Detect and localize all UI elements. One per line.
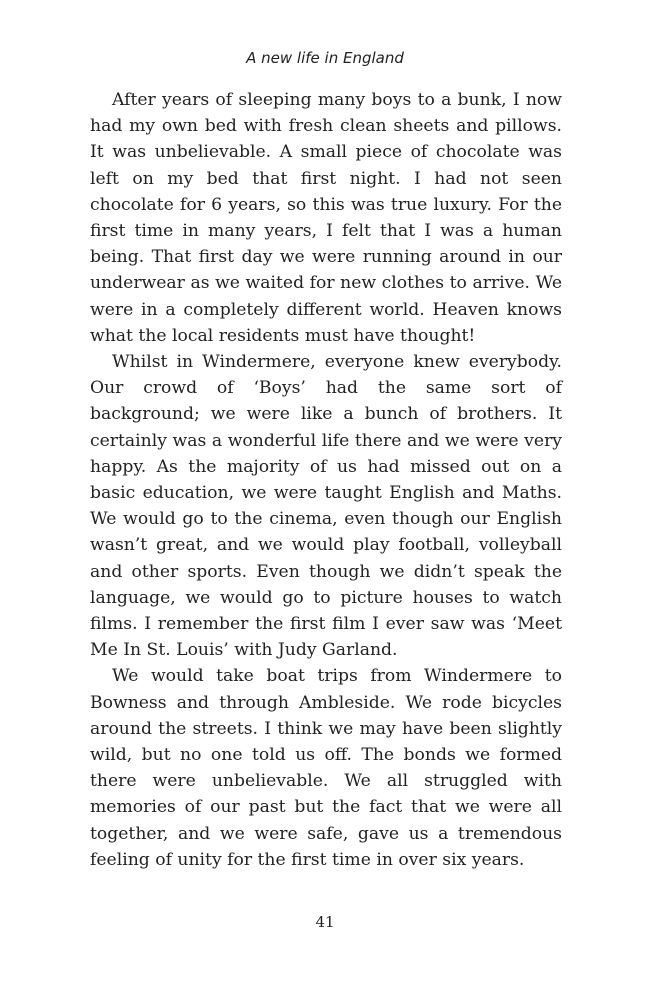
running-head: A new life in England	[246, 49, 404, 67]
paragraph-3: We would take boat trips from Windermere to Bowness and through Ambleside. We rode bicycles around the streets. I think we may have been slightly wild, but no one told us off. The bonds we formed there were unbelievable. We all struggled with memories of our past but the fact that we were all together, and we were safe, gave us a tremendous feeling of unity for the first time in over six years.	[90, 666, 562, 870]
page-number: 41	[315, 913, 335, 931]
paragraph-1: After years of sleeping many boys to a bunk, I now had my own bed with fresh clean sheets and pillows. It was unbelievable. A small piece of chocolate was left on my bed that first night. I had not seen chocolate for 6 years, so this was true luxury. For the first time in many years, I felt that I was a human being. That first day we were running around in our underwear as we waited for new clothes to arrive. We were in a completely different world. Heaven knows what the local residents must have thought!	[90, 90, 562, 346]
body-text	[90, 87, 562, 873]
paragraph-2: Whilst in Windermere, everyone knew everybody. Our crowd of ‘Boys’ had the same sort of background; we were like a bunch of brothers. It certainly was a wonderful life there and we were very happy. As the majority of us had missed out on a basic education, we were taught English and Maths. We would go to the cinema, even though our English wasn’t great, and we would play football, volleyball and other sports. Even though we didn’t speak the language, we would go to picture houses to watch films. I remember the first film I ever saw was ‘Meet Me In St. Louis’ with Judy Garland.	[90, 352, 562, 661]
